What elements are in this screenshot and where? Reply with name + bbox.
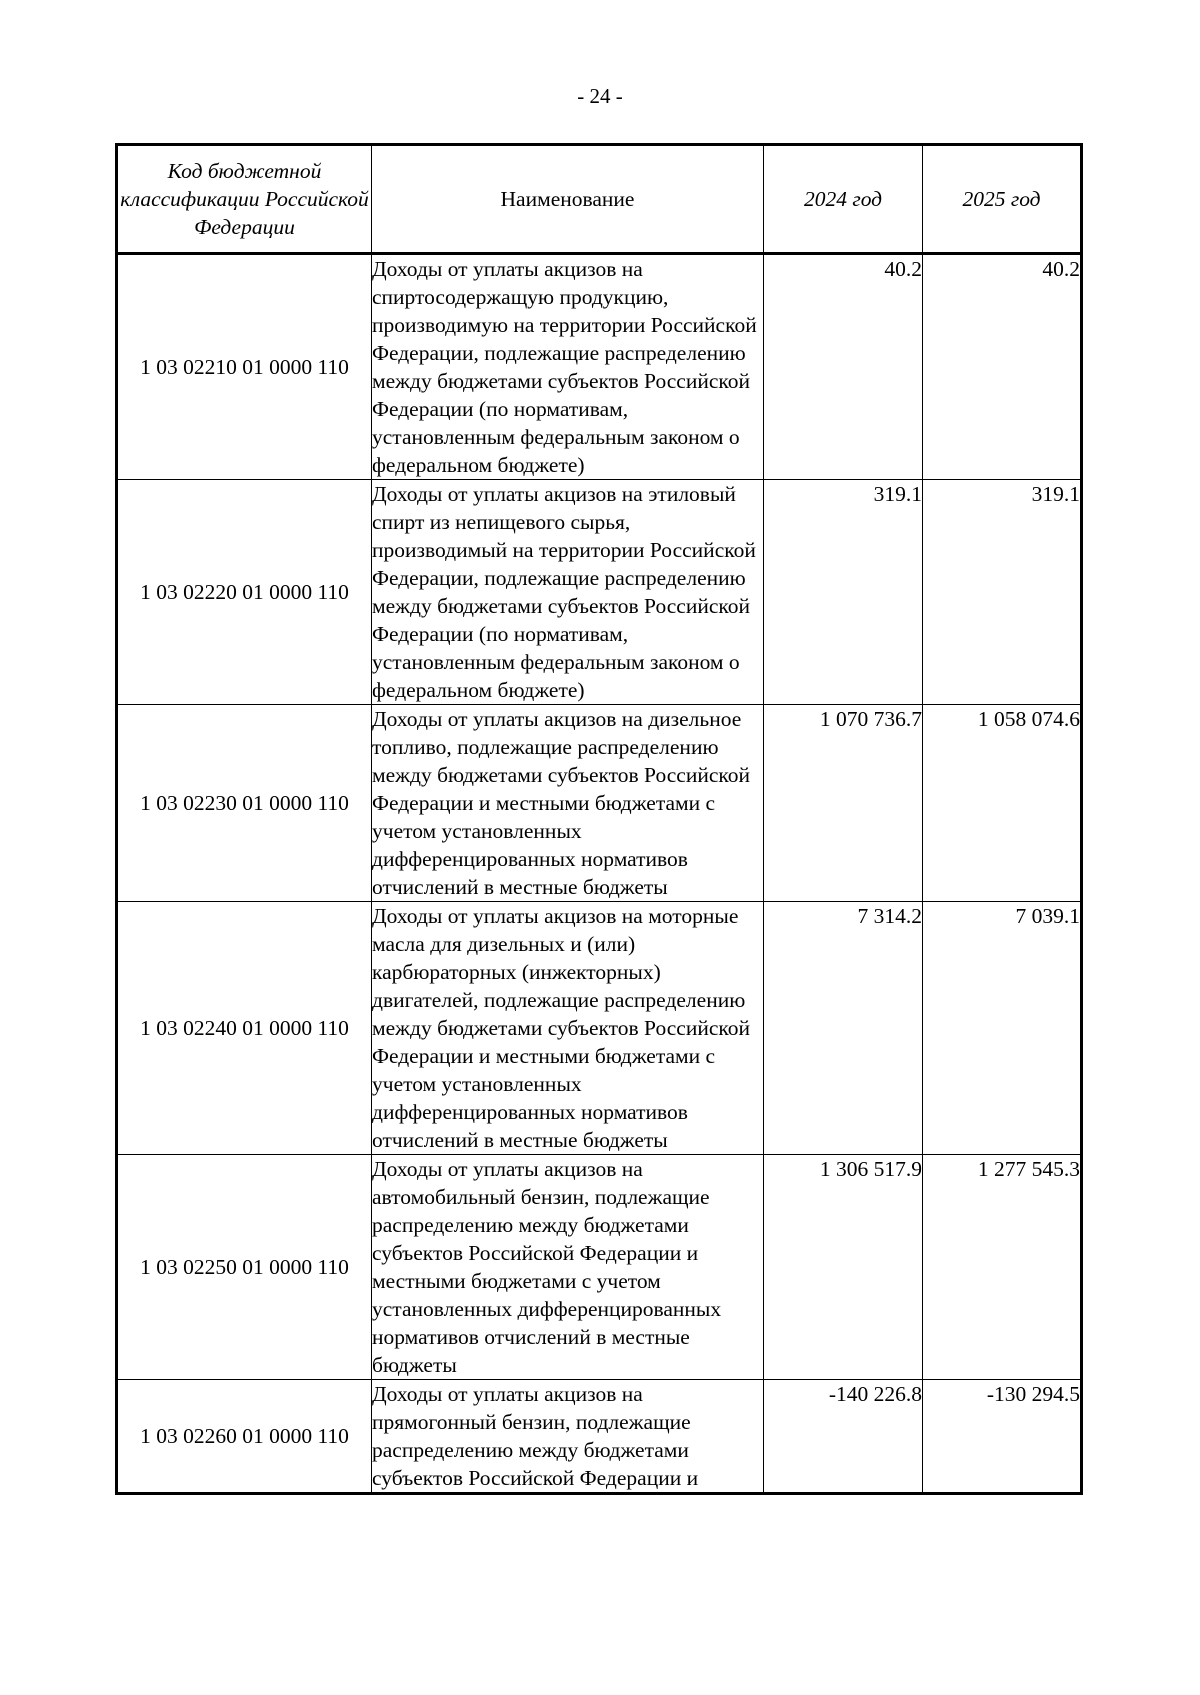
header-name: Наименование (372, 145, 764, 254)
row-code: 1 03 02230 01 0000 110 (117, 705, 372, 902)
row-value-2025: 40.2 (923, 254, 1082, 480)
row-value-2025: -130 294.5 (923, 1380, 1082, 1494)
table-row (117, 1155, 1082, 1380)
table-header-row (117, 145, 1082, 254)
header-code: Код бюджетной классификации Российской Федерации (117, 145, 372, 254)
row-value-2024: 1 306 517.9 (764, 1155, 923, 1380)
row-value-2024: 7 314.2 (764, 902, 923, 1155)
row-name: Доходы от уплаты акцизов на прямогонный бензин, подлежащие распределению между бюджетами субъектов Российской Федерации и (372, 1380, 764, 1494)
page-number: - 24 - (577, 84, 623, 108)
row-value-2025: 7 039.1 (923, 902, 1082, 1155)
table-row (117, 254, 1082, 480)
row-name: Доходы от уплаты акцизов на спиртосодержащую продукцию, производимую на территории Российской Федерации, подлежащие распределению между бюджетами субъектов Российской Федерации (по нормативам, установленным федеральным законом о федеральном бюджете) (372, 254, 764, 480)
row-name: Доходы от уплаты акцизов на моторные масла для дизельных и (или) карбюраторных (инжекторных) двигателей, подлежащие распределению между бюджетами субъектов Российской Федерации и местными бюджетами с учетом установленных дифференцированных нормативов отчислений в местные бюджеты (372, 902, 764, 1155)
table-row (117, 1380, 1082, 1494)
row-value-2024: 319.1 (764, 480, 923, 705)
table-row (117, 480, 1082, 705)
row-code: 1 03 02240 01 0000 110 (117, 902, 372, 1155)
row-name: Доходы от уплаты акцизов на дизельное топливо, подлежащие распределению между бюджетами субъектов Российской Федерации и местными бюджетами с учетом установленных дифференцированных нормативов отчислений в местные бюджеты (372, 705, 764, 902)
row-code: 1 03 02210 01 0000 110 (117, 254, 372, 480)
row-value-2025: 1 277 545.3 (923, 1155, 1082, 1380)
row-value-2024: 40.2 (764, 254, 923, 480)
budget-table (115, 143, 1083, 1495)
header-2025: 2025 год (923, 145, 1082, 254)
row-value-2025: 319.1 (923, 480, 1082, 705)
table-row (117, 705, 1082, 902)
row-code: 1 03 02220 01 0000 110 (117, 480, 372, 705)
row-value-2025: 1 058 074.6 (923, 705, 1082, 902)
row-value-2024: 1 070 736.7 (764, 705, 923, 902)
row-code: 1 03 02260 01 0000 110 (117, 1380, 372, 1494)
table-row (117, 902, 1082, 1155)
row-value-2024: -140 226.8 (764, 1380, 923, 1494)
row-name: Доходы от уплаты акцизов на автомобильный бензин, подлежащие распределению между бюджетами субъектов Российской Федерации и местными бюджетами с учетом установленных дифференцированных нормативов отчислений в местные бюджеты (372, 1155, 764, 1380)
header-2024: 2024 год (764, 145, 923, 254)
row-code: 1 03 02250 01 0000 110 (117, 1155, 372, 1380)
row-name: Доходы от уплаты акцизов на этиловый спирт из непищевого сырья, производимый на территории Российской Федерации, подлежащие распределению между бюджетами субъектов Российской Федерации (по нормативам, установленным федеральным законом о федеральном бюджете) (372, 480, 764, 705)
